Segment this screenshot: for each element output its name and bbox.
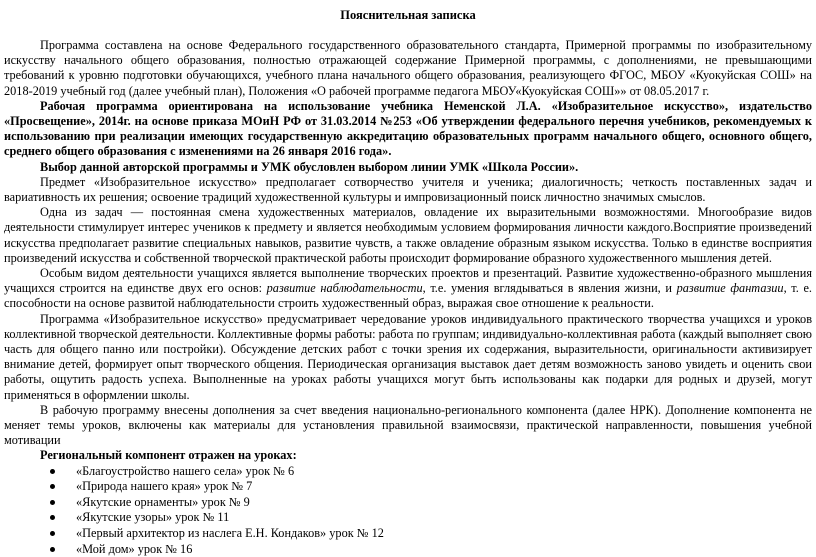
list-item-text: «Природа нашего края» урок № 7 xyxy=(76,479,253,494)
paragraph-umk-choice: Выбор данной авторской программы и УМК обусловлен выбором линии УМК «Школа России». xyxy=(40,159,579,174)
bullet-icon xyxy=(50,469,55,474)
list-item xyxy=(4,542,812,557)
paragraph-tasks: Одна из задач — постоянная смена художественных материалов, овладение их выразительными возможностями. Многообразие видов деятельности стимулирует интерес учеников к предмету и является необходимым условием формирования личности каждого.Восприятие произведений искусства предполагает развитие специальных навыков, развитие чувств, а также овладение образным языком искусства. Только в единстве восприятия произведений искусства и собственной творческой практической работы происходит формирование образного художественного мышления детей. xyxy=(4,205,812,265)
list-item-text: «Мой дом» урок № 16 xyxy=(76,541,193,556)
paragraph-projects-text-a: Особым видом деятельности учащихся является выполнение творческих проектов и презентаций. Развитие художественно-образного мышления учащихся строится на единстве двух его основ: xyxy=(4,266,812,296)
bullet-icon xyxy=(50,547,55,552)
paragraph-regional-heading: Региональный компонент отражен на уроках: xyxy=(40,448,297,463)
bullet-icon xyxy=(50,515,55,520)
term-fantasy: развитие фантазии xyxy=(676,281,784,296)
term-observation: развитие наблюдательности xyxy=(266,281,423,296)
paragraph-subject: Предмет «Изобразительное искусство» предполагает сотворчество учителя и ученика; диалогичность; четкость поставленных задач и вариативность их решения; освоение традиций художественной культуры и импровизационный поиск личностно значимых смыслов. xyxy=(4,174,812,205)
list-item xyxy=(4,479,812,495)
paragraph-basis: Программа составлена на основе Федерального государственного образовательного стандарта, Примерной программы по изобразительному искусству начального общего образования, полностью отражающей содержание Примерной программы, с дополнениями, не превышающими требований к уровню подготовки обучающихся, учебного плана начального общего образования, реализующего ФГОС, МБОУ «Куокуйская СОШ» на 2018-2019 учебный год (далее учебный план), Положения «О рабочей программе педагога МБОУ«Куокуйская СОШ»» от 08.05.2017 г. xyxy=(4,38,812,98)
list-item-text: «Первый архитектор из наслега Е.Н. Кондаков» урок № 12 xyxy=(76,526,384,541)
list-item xyxy=(4,464,812,480)
list-item-text: «Благоустройство нашего села» урок № 6 xyxy=(76,463,295,478)
bullet-icon xyxy=(50,531,55,536)
list-item-text: «Якутские узоры» урок № 11 xyxy=(76,510,230,525)
paragraph-projects-text-c: , т.е. умения вглядываться в явления жизни, и xyxy=(422,281,677,296)
list-item xyxy=(4,510,812,526)
bullet-icon xyxy=(50,484,55,489)
document-page xyxy=(4,8,812,557)
paragraph-nrk: В рабочую программу внесены дополнения за счет введения национально-регионального компонента (далее НРК). Дополнение компонента не меняет темы уроков, включены как материалы для установления правильной взаимосвязи, практической направленности, повышения учебной мотивации xyxy=(4,402,812,448)
regional-lessons-list xyxy=(4,464,812,557)
list-item xyxy=(4,495,812,511)
list-item xyxy=(4,526,812,542)
bullet-icon xyxy=(50,500,55,505)
paragraph-projects xyxy=(4,266,812,312)
document-title: Пояснительная записка xyxy=(340,8,476,22)
paragraph-textbook: Рабочая программа ориентирована на использование учебника Неменской Л.А. «Изобразительное искусство», издательство «Просвещение», 2014г. на основе приказа МОиН РФ от 31.03.2014 №253 «Об утверждении федерального перечня учебников, рекомендуемых к использованию при реализации имеющих государственную аккредитацию образовательных программ начального общего, основного общего, среднего общего образования с изменениями на 26 января 2016 года». xyxy=(4,98,812,159)
paragraph-program: Программа «Изобразительное искусство» предусматривает чередование уроков индивидуального практического творчества учащихся и уроков коллективной творческой деятельности. Коллективные формы работы: работа по группам; индивидуально-коллективная работа (каждый выполняет свою часть для общего панно или постройки). Обсуждение детских работ с точки зрения их содержания, выразительности, оригинальности активизирует внимание детей, формирует опыт творческого общения. Периодическая организация выставок дает детям возможность заново увидеть и оценить свои работы, ощутить радость успеха. Выполненные на уроках работы учащихся могут быть использованы как подарки для родных и друзей, могут применяться в оформлении школы. xyxy=(4,311,812,402)
paragraph-projects-text-e: , т. е. способности на основе развитой наблюдательности строить художественный образ, выражая свое отношение к реальности. xyxy=(4,281,812,311)
list-item-text: «Якутские орнаменты» урок № 9 xyxy=(76,494,250,509)
